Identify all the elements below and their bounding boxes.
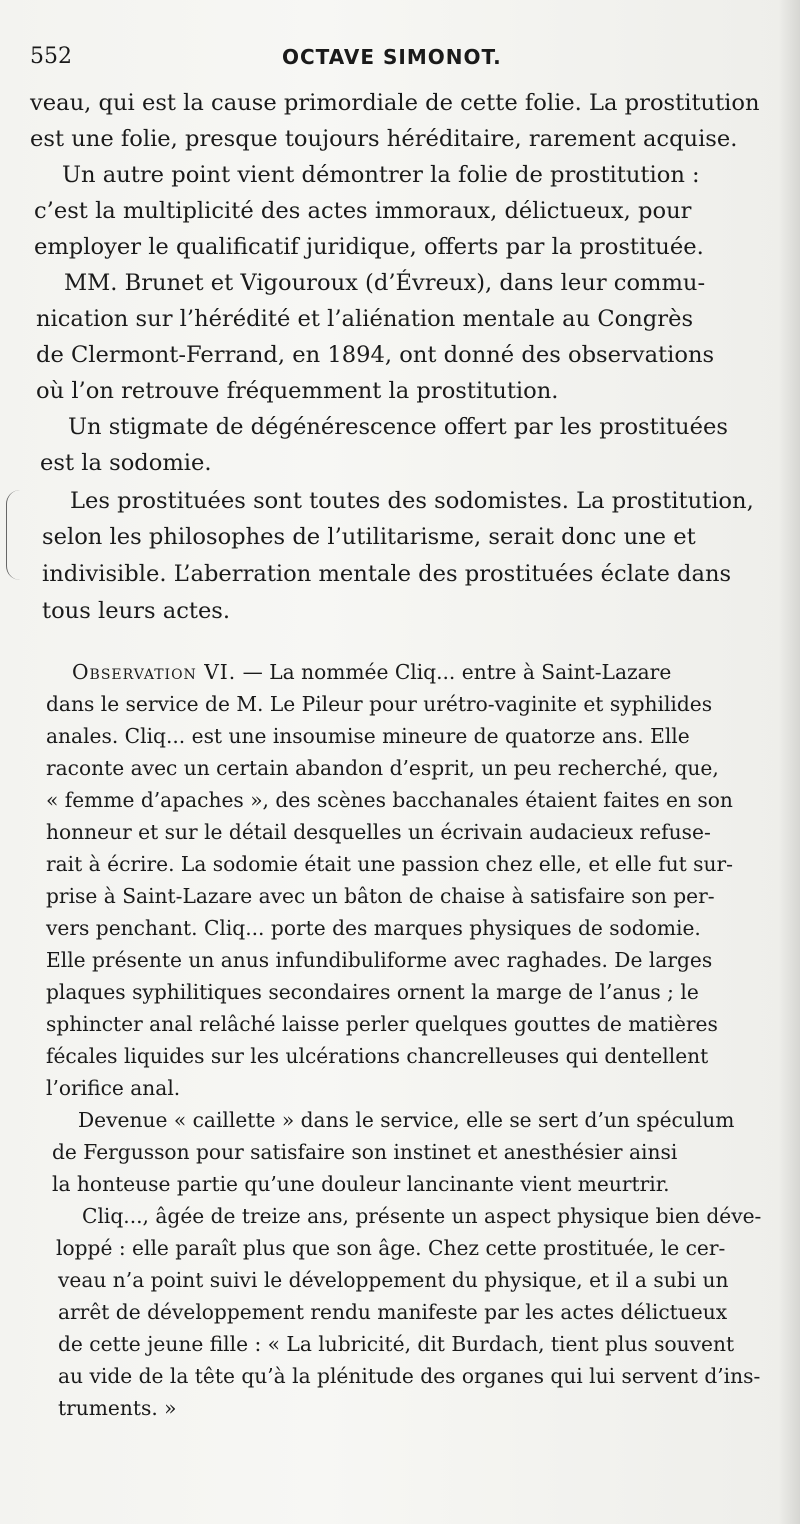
observation-line: Cliq..., âgée de treize ans, présente un aspect physique bien déve- [82, 1204, 762, 1228]
text-line: Un stigmate de dégénérescence offert par les prostituées [68, 414, 728, 440]
text-line: Un autre point vient démontrer la folie de prostitution : [62, 162, 700, 188]
observation-line: vers penchant. Cliq... porte des marques physiques de sodomie. [46, 916, 701, 940]
page-header [30, 44, 770, 78]
observation-line: plaques syphilitiques secondaires ornent la marge de l’anus ; le [46, 980, 699, 1004]
observation-line: Devenue « caillette » dans le service, elle se sert d’un spéculum [78, 1108, 735, 1132]
text-line: où l’on retrouve fréquemment la prostitution. [36, 378, 559, 404]
observation-line: fécales liquides sur les ulcérations chancrelleuses qui dentellent [46, 1044, 709, 1068]
observation-line: arrêt de développement rendu manifeste par les actes délictueux [58, 1300, 728, 1324]
observation-line: « femme d’apaches », des scènes bacchanales étaient faites en son [46, 788, 733, 812]
text-line: est la sodomie. [40, 450, 212, 476]
observation-line: rait à écrire. La sodomie était une passion chez elle, et elle fut sur- [46, 852, 733, 876]
text-line: indivisible. L’aberration mentale des prostituées éclate dans [42, 561, 732, 587]
observation-label: Observation VI. [72, 660, 237, 684]
text-line: nication sur l’hérédité et l’aliénation mentale au Congrès [36, 306, 694, 332]
observation-heading-line [72, 660, 671, 684]
page-number: 552 [30, 44, 72, 69]
observation-line: l’orifice anal. [46, 1076, 181, 1100]
text-line: c’est la multiplicité des actes immoraux, délictueux, pour [34, 198, 692, 224]
margin-pencil-mark [6, 490, 21, 580]
observation-line: anales. Cliq... est une insoumise mineure de quatorze ans. Elle [46, 724, 690, 748]
observation-line: prise à Saint-Lazare avec un bâton de chaise à satisfaire son per- [46, 884, 715, 908]
observation-line: la honteuse partie qu’une douleur lancinante vient meurtrir. [52, 1172, 670, 1196]
observation-line: Elle présente un anus infundibuliforme avec raghades. De larges [46, 948, 713, 972]
text-line: veau, qui est la cause primordiale de cette folie. La prostitution [30, 90, 760, 116]
observation-line: honneur et sur le détail desquelles un écrivain audacieux refuse- [46, 820, 711, 844]
page-edge-shadow [778, 0, 800, 1524]
observation-line: de Fergusson pour satisfaire son instinet et anesthésier ainsi [52, 1140, 678, 1164]
observation-line: veau n’a point suivi le développement du physique, et il a subi un [58, 1268, 729, 1292]
text-line: est une folie, presque toujours héréditaire, rarement acquise. [30, 126, 738, 152]
observation-line: truments. » [58, 1396, 177, 1420]
observation-line: raconte avec un certain abandon d’esprit, un peu recherché, que, [46, 756, 719, 780]
text-line: tous leurs actes. [42, 598, 231, 624]
text-line: Les prostituées sont toutes des sodomistes. La prostitution, [70, 488, 754, 514]
observation-line: sphincter anal relâché laisse perler quelques gouttes de matières [46, 1012, 718, 1036]
text-line: de Clermont-Ferrand, en 1894, ont donné des observations [36, 342, 715, 368]
running-title: OCTAVE SIMONOT. [282, 45, 502, 69]
observation-line: au vide de la tête qu’à la plénitude des organes qui lui servent d’ins- [58, 1364, 761, 1388]
text-line: selon les philosophes de l’utilitarisme, serait donc une et [42, 524, 696, 550]
text-line: employer le qualificatif juridique, offerts par la prostituée. [34, 234, 704, 260]
text-line: MM. Brunet et Vigouroux (d’Évreux), dans leur commu- [64, 270, 706, 296]
observation-first-line: — La nommée Cliq... entre à Saint-Lazare [236, 660, 672, 684]
observation-line: loppé : elle paraît plus que son âge. Chez cette prostituée, le cer- [56, 1236, 726, 1260]
observation-line: de cette jeune fille : « La lubricité, dit Burdach, tient plus souvent [58, 1332, 735, 1356]
observation-line: dans le service de M. Le Pileur pour urétro-vaginite et syphilides [46, 692, 713, 716]
